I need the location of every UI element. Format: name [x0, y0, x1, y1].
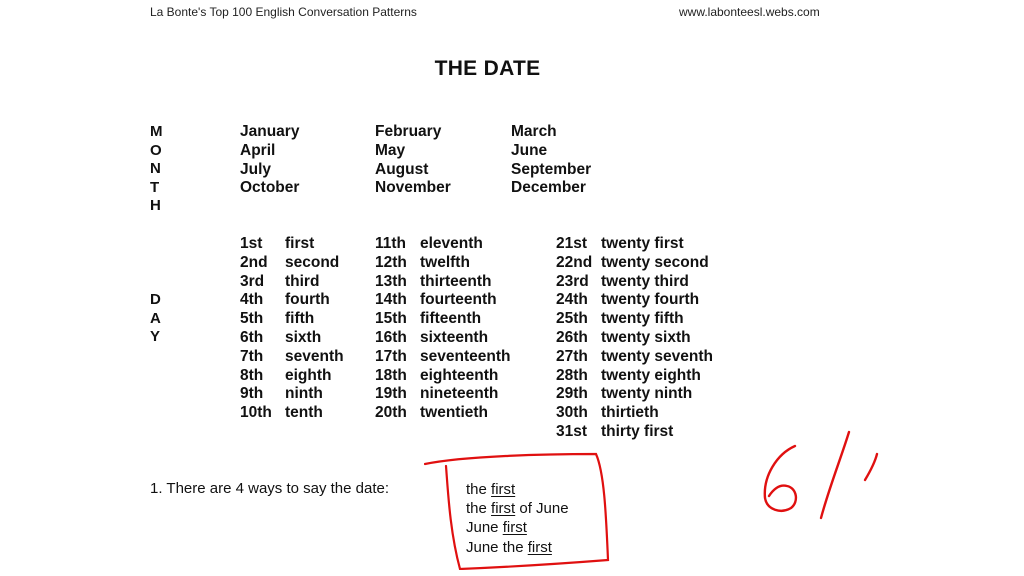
- date-way-line: [466, 480, 569, 499]
- month-name: July: [240, 160, 272, 178]
- month-name: December: [511, 179, 586, 197]
- ordinal-word: eighteenth: [420, 366, 499, 384]
- ordinal-word: sixteenth: [420, 328, 489, 346]
- ordinal-word: fifth: [285, 310, 315, 328]
- ordinals-column-1: [240, 235, 370, 423]
- ways-list: [466, 480, 569, 557]
- month-name: January: [240, 123, 300, 140]
- ordinal-number: 29th: [556, 385, 588, 403]
- month-name: September: [511, 160, 592, 178]
- day-label-letter: D: [150, 291, 161, 308]
- ordinal-word: nineteenth: [420, 385, 499, 403]
- ordinal-word: twenty second: [601, 253, 709, 271]
- date-way-prefix: June the: [466, 538, 528, 556]
- day-vertical-label: [150, 291, 161, 347]
- ordinal-number: 24th: [556, 291, 588, 309]
- ordinal-word: thirteenth: [420, 272, 492, 290]
- ordinal-row: [375, 310, 550, 329]
- ordinal-row: [375, 235, 550, 254]
- month-label-letter: H: [150, 197, 161, 215]
- ordinal-word: eighth: [285, 366, 332, 384]
- ordinal-word: twentieth: [420, 404, 489, 422]
- ordinal-number: 21st: [556, 235, 588, 252]
- date-way-underlined: first: [502, 519, 527, 537]
- ordinal-number: 26th: [556, 328, 588, 346]
- month-vertical-label: [150, 123, 163, 216]
- date-way-line: [466, 499, 569, 518]
- ordinal-number: 5th: [240, 310, 264, 328]
- ordinal-number: 12th: [375, 253, 407, 271]
- ordinal-row: [240, 348, 370, 367]
- ordinal-row: [375, 291, 550, 310]
- ordinal-row: [240, 367, 370, 386]
- ordinal-number: 30th: [556, 404, 588, 422]
- ordinal-number: 27th: [556, 347, 588, 365]
- month-label-letter: T: [150, 178, 160, 196]
- ordinal-word: ninth: [285, 385, 323, 403]
- ordinal-row: [556, 310, 736, 329]
- ordinal-row: [556, 348, 736, 367]
- ordinal-word: twenty fourth: [601, 291, 700, 309]
- ordinal-word: seventeenth: [420, 347, 511, 365]
- month-label-letter: M: [150, 123, 163, 140]
- ordinal-row: [240, 291, 370, 310]
- ordinal-word: twenty eighth: [601, 366, 701, 384]
- ordinal-word: third: [285, 272, 320, 290]
- month-name: August: [375, 160, 429, 178]
- month-name: May: [375, 141, 406, 159]
- ordinal-row: [240, 254, 370, 273]
- ordinal-row: [556, 423, 736, 442]
- ordinal-row: [375, 348, 550, 367]
- ordinal-number: 19th: [375, 385, 407, 403]
- ordinal-row: [556, 385, 736, 404]
- ordinal-row: [556, 329, 736, 348]
- ordinal-number: 16th: [375, 328, 407, 346]
- ordinals-column-3: [556, 235, 736, 442]
- months-column-1: [240, 123, 299, 198]
- ordinal-word: twenty sixth: [601, 328, 691, 346]
- date-way-prefix: the: [466, 500, 492, 518]
- header-title: La Bonte's Top 100 English Conversation Patterns: [150, 5, 417, 19]
- ordinal-row: [240, 310, 370, 329]
- ordinal-row: [375, 254, 550, 273]
- ordinal-word: seventh: [285, 347, 344, 365]
- months-column-2: [375, 123, 451, 198]
- header-url: www.labonteesl.webs.com: [679, 5, 820, 19]
- ordinal-row: [240, 385, 370, 404]
- ordinal-word: first: [285, 235, 315, 252]
- ordinal-word: tenth: [285, 404, 323, 422]
- ways-note: 1. There are 4 ways to say the date:: [150, 480, 390, 497]
- ordinal-number: 28th: [556, 366, 588, 384]
- ordinal-row: [240, 329, 370, 348]
- ordinal-number: 11th: [375, 235, 407, 252]
- ordinal-number: 8th: [240, 366, 264, 384]
- ordinal-word: sixth: [285, 328, 322, 346]
- date-way-underlined: first: [491, 500, 516, 518]
- ordinal-row: [375, 385, 550, 404]
- ordinal-row: [375, 367, 550, 386]
- ordinal-number: 25th: [556, 310, 588, 328]
- day-label-letter: A: [150, 309, 161, 327]
- ordinal-row: [556, 291, 736, 310]
- ordinal-number: 23rd: [556, 272, 589, 290]
- month-label-letter: N: [150, 160, 161, 178]
- date-way-prefix: the: [466, 481, 492, 498]
- month-name: June: [511, 141, 548, 159]
- handwritten-date-annotation: [755, 428, 885, 528]
- ordinal-number: 31st: [556, 422, 588, 440]
- ordinal-word: twenty ninth: [601, 385, 693, 403]
- ordinal-number: 9th: [240, 385, 264, 403]
- month-name: April: [240, 141, 276, 159]
- ordinal-number: 1st: [240, 235, 263, 252]
- date-way-suffix: of June: [515, 500, 569, 518]
- ordinal-number: 6th: [240, 328, 264, 346]
- ordinal-word: twenty fifth: [601, 310, 684, 328]
- ordinal-number: 13th: [375, 272, 407, 290]
- ordinals-column-2: [375, 235, 550, 423]
- page-title: THE DATE: [434, 57, 541, 80]
- ordinal-word: eleventh: [420, 235, 483, 252]
- ordinal-number: 14th: [375, 291, 407, 309]
- ordinal-word: fourth: [285, 291, 330, 309]
- ordinal-word: fifteenth: [420, 310, 482, 328]
- ordinal-row: [556, 273, 736, 292]
- day-label-letter: Y: [150, 328, 161, 346]
- ordinal-number: 3rd: [240, 272, 265, 290]
- ordinal-number: 22nd: [556, 253, 593, 271]
- ordinal-row: [556, 367, 736, 386]
- month-name: October: [240, 179, 300, 197]
- ordinal-number: 18th: [375, 366, 407, 384]
- months-column-3: [511, 123, 591, 198]
- ordinal-number: 10th: [240, 404, 272, 422]
- ordinal-number: 20th: [375, 404, 407, 422]
- month-name: February: [375, 123, 442, 140]
- ordinal-row: [240, 235, 370, 254]
- ordinal-word: second: [285, 253, 340, 271]
- ordinal-row: [556, 235, 736, 254]
- date-way-prefix: June: [466, 519, 503, 537]
- ordinal-number: 7th: [240, 347, 264, 365]
- ordinal-row: [375, 273, 550, 292]
- ordinal-word: fourteenth: [420, 291, 497, 309]
- month-name: November: [375, 179, 451, 197]
- ordinal-row: [375, 404, 550, 423]
- ordinal-number: 15th: [375, 310, 407, 328]
- ordinal-word: thirty first: [601, 422, 674, 440]
- ordinal-word: twelfth: [420, 253, 470, 271]
- date-way-underlined: first: [491, 481, 516, 498]
- date-way-line: [466, 518, 569, 537]
- date-way-line: [466, 538, 569, 557]
- date-way-underlined: first: [527, 538, 552, 556]
- month-label-letter: O: [150, 141, 162, 159]
- ordinal-row: [240, 404, 370, 423]
- ordinal-word: twenty first: [601, 235, 684, 252]
- ordinal-number: 2nd: [240, 253, 268, 271]
- ordinal-row: [240, 273, 370, 292]
- month-name: March: [511, 123, 557, 140]
- ordinal-number: 17th: [375, 347, 407, 365]
- ordinal-word: twenty third: [601, 272, 689, 290]
- ordinal-word: thirtieth: [601, 404, 659, 422]
- ordinal-row: [556, 404, 736, 423]
- ordinal-word: twenty seventh: [601, 347, 713, 365]
- ordinal-row: [556, 254, 736, 273]
- ordinal-number: 4th: [240, 291, 264, 309]
- ordinal-row: [375, 329, 550, 348]
